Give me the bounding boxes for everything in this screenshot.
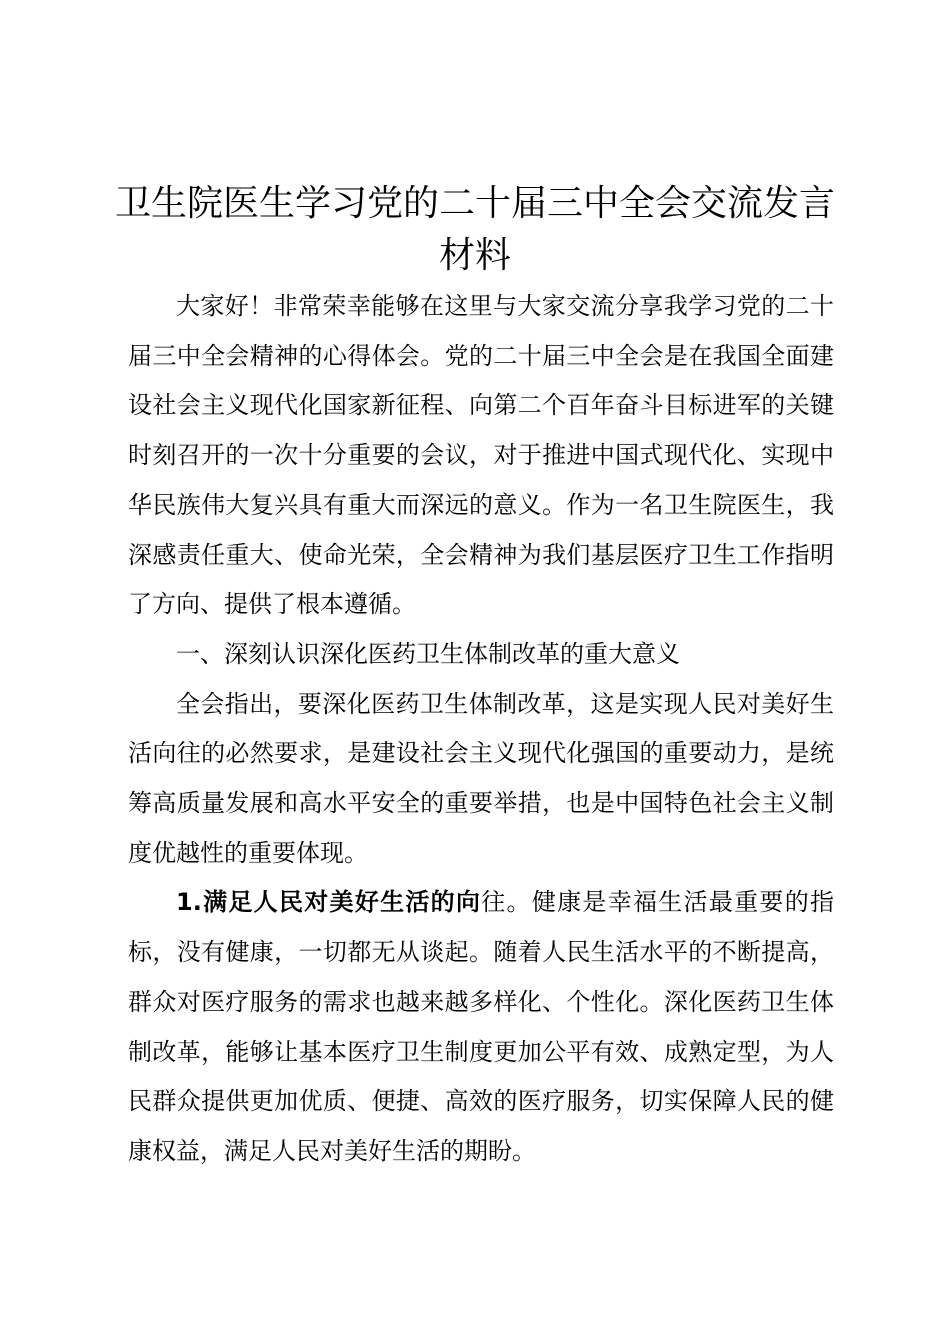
point-text: 往。健康是幸福生活最重要的指标，没有健康，一切都无从谈起。随着人民生活水平的不断提高，群众对医疗服务的需求也越来越多样化、个性化。深化医药卫生体制改革，能够让基本医疗卫生制度更加公平有效、成熟定型，为人民群众提供更加优质、便捷、高效的医疗服务，切实保障人民的健康权益，满足人民对美好生活的期盼。 [128, 888, 834, 1165]
point-paragraph [128, 878, 834, 1176]
document-body [128, 282, 834, 1177]
point-lead: 1.满足人民对美好生活的向 [176, 888, 482, 917]
section-heading: 一、深刻认识深化医药卫生体制改革的重大意义 [176, 639, 680, 668]
document-title: 卫生院医生学习党的二十届三中全会交流发言材料 [114, 183, 835, 276]
intro-paragraph: 大家好！非常荣幸能够在这里与大家交流分享我学习党的二十届三中全会精神的心得体会。党的二十届三中全会是在我国全面建设社会主义现代化国家新征程、向第二个百年奋斗目标进军的关键时刻召开的一次十分重要的会议，对于推进中国式现代化、实现中华民族伟大复兴具有重大而深远的意义。作为一名卫生院医生，我深感责任重大、使命光荣，全会精神为我们基层医疗卫生工作指明了方向、提供了根本遵循。 [128, 292, 834, 619]
section-paragraph: 全会指出，要深化医药卫生体制改革，这是实现人民对美好生活向往的必然要求，是建设社会主义现代化强国的重要动力，是统筹高质量发展和高水平安全的重要举措，也是中国特色社会主义制度优越性的重要体现。 [128, 689, 834, 867]
